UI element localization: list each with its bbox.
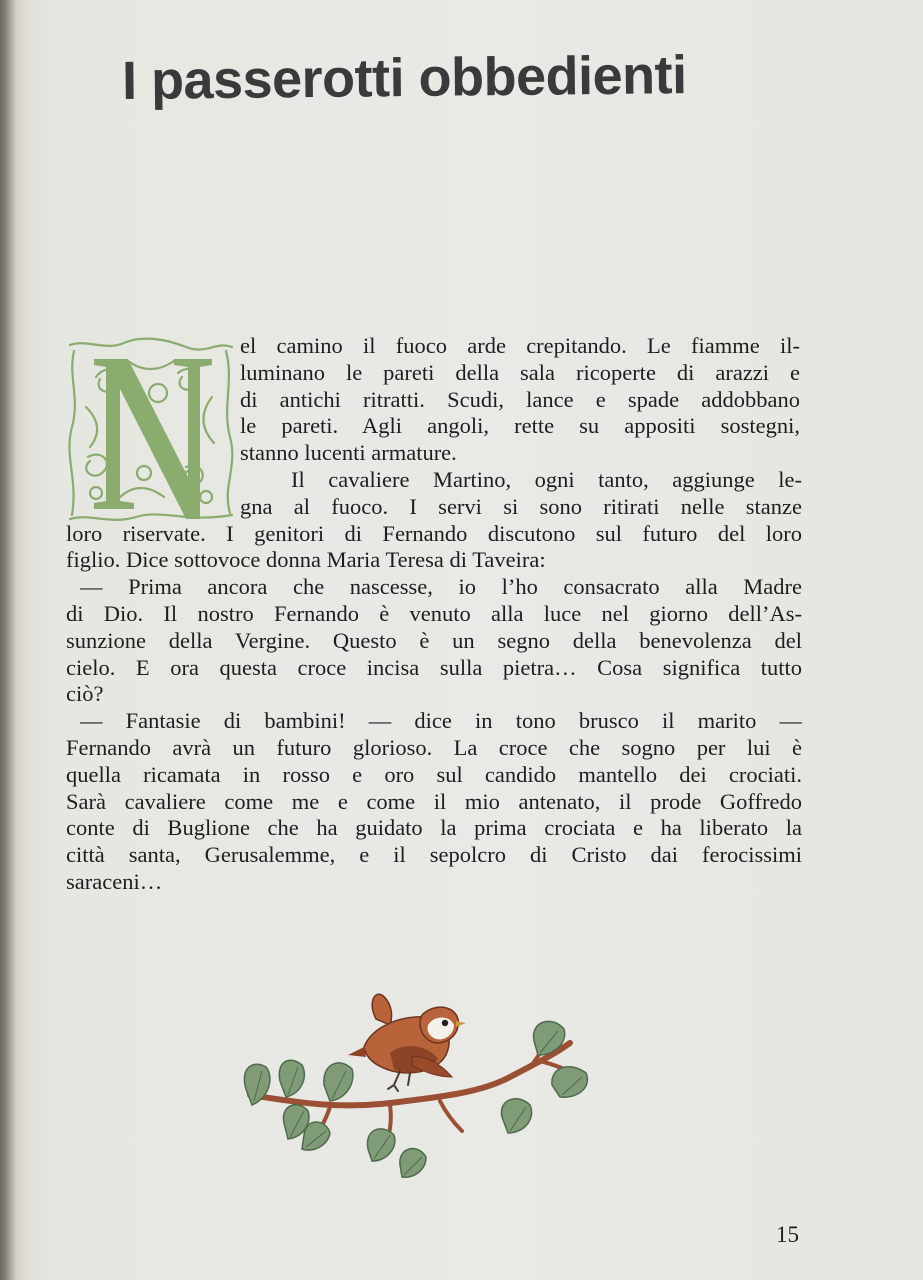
text-line: sunzione della Vergine. Questo è un segno della benevolenza del (66, 627, 802, 653)
text-line: luminano le pareti della sala ricoperte di arazzi e (240, 359, 800, 385)
text-line: Sarà cavaliere come me e come il mio antenato, il prode Goffredo (66, 788, 802, 814)
opening-paragraph (240, 333, 800, 467)
text-line: cielo. E ora questa croce incisa sulla pietra… Cosa significa tutto (66, 654, 802, 680)
text-line: figlio. Dice sottovoce donna Maria Teresa di Taveira: (66, 547, 546, 573)
text-line: — Fantasie di bambini! — dice in tono brusco il marito — (80, 708, 802, 734)
page-number: 15 (776, 1222, 799, 1247)
text-line: saraceni… (66, 868, 163, 894)
text-line: el camino il fuoco arde crepitando. Le fiamme il- (240, 333, 800, 358)
text-line: stanno lucenti armature. (240, 440, 457, 466)
text-line: le pareti. Agli angoli, rette su appositi sostegni, (240, 413, 800, 439)
text-line: quella ricamata in rosso e oro sul candido mantello dei crociati. (66, 761, 802, 787)
dropcap-letter: N (66, 324, 78, 341)
text-line: conte di Buglione che ha guidato la prima crociata e ha liberato la (66, 815, 802, 841)
text-line: di Dio. Il nostro Fernando è venuto alla luce nel giorno dell’As- (66, 600, 802, 626)
book-gutter-shadow (0, 0, 16, 1280)
text-line: Il cavaliere Martino, ogni tanto, aggiunge le- (291, 467, 802, 492)
text-line: Fernando avrà un futuro glorioso. La croce che sogno per lui è (66, 734, 802, 760)
text-line: loro riservate. I genitori di Fernando discutono sul futuro del loro (66, 520, 802, 546)
text-line: città santa, Gerusalemme, e il sepolcro di Cristo dai ferocissimi (66, 842, 802, 868)
chapter-title: I passerotti obbedienti (121, 45, 687, 111)
text-line: ciò? (66, 681, 104, 707)
text-line: di antichi ritratti. Scudi, lance e spade addobbano (240, 386, 800, 412)
text-line: — Prima ancora che nascesse, io l’ho consacrato alla Madre (80, 574, 802, 600)
sparrow-on-branch-icon (240, 985, 600, 1190)
text-line: gna al fuoco. I servi si sono ritirati nelle stanze (240, 493, 802, 519)
body-text (66, 467, 802, 896)
